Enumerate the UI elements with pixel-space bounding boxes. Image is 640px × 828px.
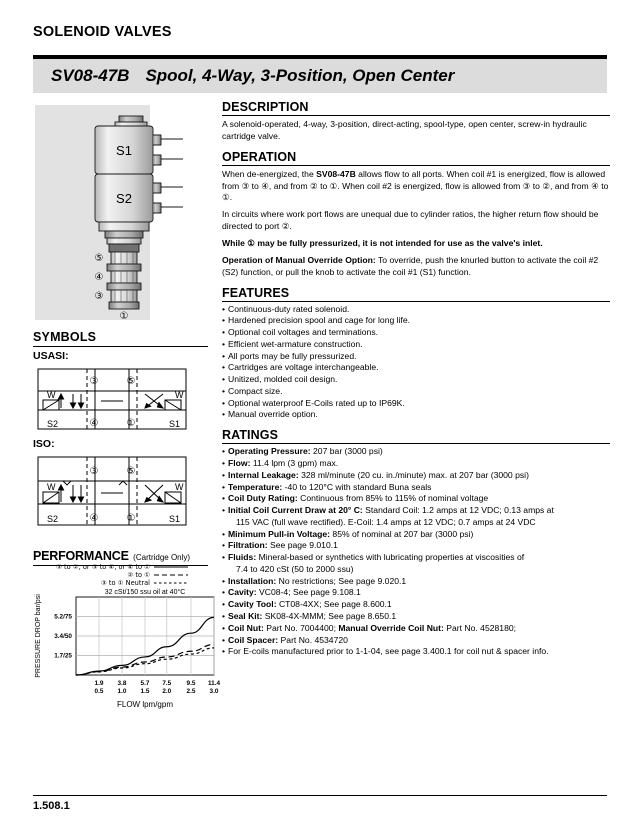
operation-p1-pre: When de-energized, the — [222, 168, 317, 179]
feature-item: • Manual override option. — [222, 409, 610, 421]
usasi-symbol-diagram — [33, 364, 208, 436]
symbol-port-1: ① — [126, 513, 136, 524]
operation-paragraph-4 — [222, 255, 610, 279]
symbol-solenoid-s2: S2 — [47, 514, 59, 524]
symbol-port-4: ⑤ — [126, 376, 136, 387]
rating-value: Part No. 7004400; — [263, 622, 339, 633]
valve-cartridge-drawing — [33, 103, 223, 328]
iso-label: ISO: — [33, 438, 55, 450]
chart-xtick-gpm: 2.5 — [186, 688, 196, 695]
ratings-section — [222, 428, 610, 658]
operation-p3-bold: While ① may be fully pressurized, it is not intended for use as the valve's inlet. — [222, 238, 543, 249]
features-list — [222, 304, 610, 422]
symbol-port-1: ① — [126, 418, 136, 429]
rating-item — [222, 505, 610, 529]
feature-item: • Cartridges are voltage interchangeable. — [222, 362, 610, 374]
usasi-label: USASI: — [33, 350, 69, 362]
rating-item — [222, 587, 610, 599]
chart-legend-entry — [56, 563, 188, 571]
symbol-spring-right: W — [175, 390, 184, 400]
coil-label-s1: S1 — [116, 143, 132, 158]
rating-value: Standard Coil: 1.2 amps at 12 VDC; 0.13 amps at — [362, 505, 554, 516]
chart-legend-entry — [101, 579, 188, 587]
rating-item — [222, 635, 610, 647]
chart-xtick-gpm: 0.5 — [94, 688, 104, 695]
ratings-list — [222, 446, 610, 658]
ratings-heading: RATINGS — [222, 428, 610, 444]
symbols-heading: SYMBOLS — [33, 330, 97, 344]
rating-value: For E-coils manufactured prior to 1-1-04, see page 3.400.1 for coil nut & spacer info. — [228, 646, 549, 657]
rating-item — [222, 493, 610, 505]
chart-xtick-gpm: 1.0 — [117, 688, 127, 695]
symbols-heading-block — [33, 330, 208, 347]
chart-legend-label: ③ to ① Neutral — [100, 579, 150, 587]
rating-value: No restrictions; See page 9.020.1 — [276, 575, 407, 586]
feature-item: • Unitized, molded coil design. — [222, 374, 610, 386]
rating-value: VC08-4; See page 9.108.1 — [256, 587, 361, 598]
chart-ytick: 1.7/25 — [54, 652, 72, 660]
chart-xtick-gpm: 3.0 — [209, 688, 219, 695]
port-label-1: ① — [119, 311, 129, 322]
pressure-drop-flow-chart — [28, 563, 223, 723]
chart-xtick-lpm: 11.4 — [207, 680, 221, 687]
rating-key: Minimum Pull-in Voltage: — [228, 528, 331, 539]
feature-item: • Optional waterproof E-Coils rated up to IP69K. — [222, 398, 610, 410]
product-model: SV08-47B — [51, 66, 130, 85]
rating-key: Internal Leakage: — [228, 469, 299, 480]
chart-xtick-lpm: 7.5 — [162, 680, 172, 687]
symbol-port-3: ④ — [89, 418, 99, 429]
chart-xtick-lpm: 9.5 — [186, 680, 196, 687]
chart-xtick-gpm: 2.0 — [162, 688, 172, 695]
description-body: A solenoid-operated, 4-way, 3-position, direct-acting, spool-type, open center, screw-in hydraulic cartridge valve. — [222, 119, 587, 141]
rating-continuation: 7.4 to 420 cSt (50 to 2000 ssu) — [236, 563, 354, 574]
coil-label-s2: S2 — [116, 191, 132, 206]
chart-condition-note: 32 cSt/150 ssu oil at 40°C — [104, 589, 186, 596]
iso-symbol-diagram — [33, 452, 208, 534]
rating-value: Continuous from 85% to 115% of nominal voltage — [297, 493, 489, 504]
operation-paragraph-3 — [222, 238, 610, 250]
chart-ytick: 3.4/50 — [54, 633, 72, 641]
rating-item — [222, 623, 610, 635]
rating-value: See page 9.010.1 — [267, 540, 338, 551]
symbol-port-2: ③ — [89, 376, 99, 387]
operation-paragraph-2: In circuits where work port flows are unequal due to cylinder ratios, the higher return flow should be directed to port ②. — [222, 209, 599, 232]
rating-value: 207 bar (3000 psi) — [310, 446, 383, 457]
feature-item: • Hardened precision spool and cage for long life. — [222, 315, 610, 327]
rating-item — [222, 458, 610, 470]
rating-key: Temperature: — [228, 481, 283, 492]
rating-key: Seal Kit: — [228, 610, 263, 621]
symbol-solenoid-s1: S1 — [169, 514, 181, 524]
rating-key: Operating Pressure: — [228, 446, 311, 457]
chart-ylabel: PRESSURE DROP bar/psi — [35, 594, 42, 678]
feature-item: • Optional coil voltages and terminations. — [222, 327, 610, 339]
port-label-4: ⑤ — [94, 253, 104, 264]
rating-key: Cavity Tool: — [228, 599, 277, 610]
operation-section — [222, 150, 610, 279]
operation-paragraph-1 — [222, 169, 610, 205]
chart-xtick-lpm: 5.7 — [140, 680, 150, 687]
rating-value: SK08-4X-MMM; See page 8.650.1 — [262, 610, 397, 621]
port-label-3: ④ — [94, 272, 104, 283]
port-label-2: ③ — [94, 291, 104, 302]
description-section — [222, 100, 610, 143]
feature-item: • Efficient wet-armature construction. — [222, 339, 610, 351]
rating-item — [222, 576, 610, 588]
symbol-spring-left: W — [47, 390, 56, 400]
performance-subheading: (Cartridge Only) — [133, 553, 191, 562]
rating-key: Coil Spacer: — [228, 634, 279, 645]
rating-item — [222, 611, 610, 623]
rating-item — [222, 599, 610, 611]
symbol-port-4: ⑤ — [126, 466, 136, 477]
feature-item: • Continuous-duty rated solenoid. — [222, 304, 610, 316]
rating-continuation: 115 VAC (full wave rectified). E-Coil: 1.4 amps at 12 VDC; 0.7 amps at 24 VDC — [236, 516, 536, 527]
symbol-port-2: ③ — [89, 466, 99, 477]
rating-key: Initial Coil Current Draw at 20° C: — [228, 505, 363, 516]
operation-p1-model: SV08-47B — [316, 168, 356, 179]
product-title-band — [33, 55, 607, 93]
rating-value: 85% of nominal at 207 bar (3000 psi) — [330, 528, 474, 539]
feature-item: • All ports may be fully pressurized. — [222, 351, 610, 363]
operation-p1-post: allows flow to all ports. When coil #1 is energized, flow is allowed from ③ to ④, and from ② to ①. When coil #2 is energized, flow is allowed from ③ to ②, and from ④ to ①. — [222, 168, 609, 203]
chart-xtick-lpm: 1.9 — [94, 680, 104, 687]
rating-key: Flow: — [228, 458, 251, 469]
page-category-title: SOLENOID VALVES — [33, 24, 172, 40]
rating-item — [222, 470, 610, 482]
chart-xtick-gpm: 1.5 — [140, 688, 150, 695]
rating-item — [222, 552, 610, 576]
performance-chart — [28, 563, 223, 723]
features-heading: FEATURES — [222, 286, 610, 302]
features-section — [222, 286, 610, 422]
product-title-text — [51, 66, 454, 86]
rating-item — [222, 482, 610, 494]
footer-page-number: 1.508.1 — [33, 800, 70, 812]
rating-key: Coil Duty Rating: — [228, 493, 298, 504]
rating-item — [222, 446, 610, 458]
chart-ytick: 5.2/75 — [54, 613, 72, 621]
rating-key: Installation: — [228, 575, 277, 586]
performance-heading: PERFORMANCE — [33, 549, 129, 563]
rating-value: Part No. 4534720 — [278, 634, 348, 645]
rating-value: -40 to 120°C with standard Buna seals — [282, 481, 432, 492]
rating-value: 328 ml/minute (20 cu. in./minute) max. at 207 bar (3000 psi) — [298, 469, 529, 480]
symbol-spring-left: W — [47, 482, 56, 492]
rating-item — [222, 529, 610, 541]
chart-legend-entry — [127, 571, 188, 579]
rating-value: CT08-4XX; See page 8.600.1 — [276, 599, 392, 610]
footer-divider — [33, 795, 607, 796]
chart-legend-label: ③ to ②, or ③ to ④, or ④ to ① — [56, 563, 150, 571]
operation-p4-bold: Operation of Manual Override Option: — [222, 254, 376, 265]
rating-value-secondary: Part No. 4528180; — [443, 622, 517, 633]
rating-key: Filtration: — [228, 540, 268, 551]
rating-value: Mineral-based or synthetics with lubricating properties at viscosities of — [256, 552, 525, 563]
chart-xtick-lpm: 3.8 — [117, 680, 127, 687]
rating-key: Fluids: — [228, 552, 257, 563]
symbol-solenoid-s2: S2 — [47, 419, 59, 429]
chart-xlabel: FLOW lpm/gpm — [116, 700, 174, 709]
description-heading: DESCRIPTION — [222, 100, 610, 116]
feature-item: • Compact size. — [222, 386, 610, 398]
rating-item — [222, 540, 610, 552]
rating-value: 11.4 lpm (3 gpm) max. — [250, 458, 339, 469]
chart-legend-label: ② to ① — [127, 571, 150, 579]
rating-item — [222, 646, 610, 658]
product-title: Spool, 4-Way, 3-Position, Open Center — [145, 66, 455, 85]
rating-key: Cavity: — [228, 587, 257, 598]
symbol-spring-right: W — [175, 482, 184, 492]
operation-p4-text: To override, push the knurled button to activate the coil #2 (S2) function, or pull the knob to activate the coil #1 (S1) function. — [222, 254, 599, 277]
right-content-column — [222, 100, 610, 665]
rating-key: Coil Nut: — [228, 622, 264, 633]
operation-heading: OPERATION — [222, 150, 610, 166]
rating-key-secondary: Manual Override Coil Nut: — [338, 622, 444, 633]
symbol-port-3: ④ — [89, 513, 99, 524]
symbol-solenoid-s1: S1 — [169, 419, 181, 429]
